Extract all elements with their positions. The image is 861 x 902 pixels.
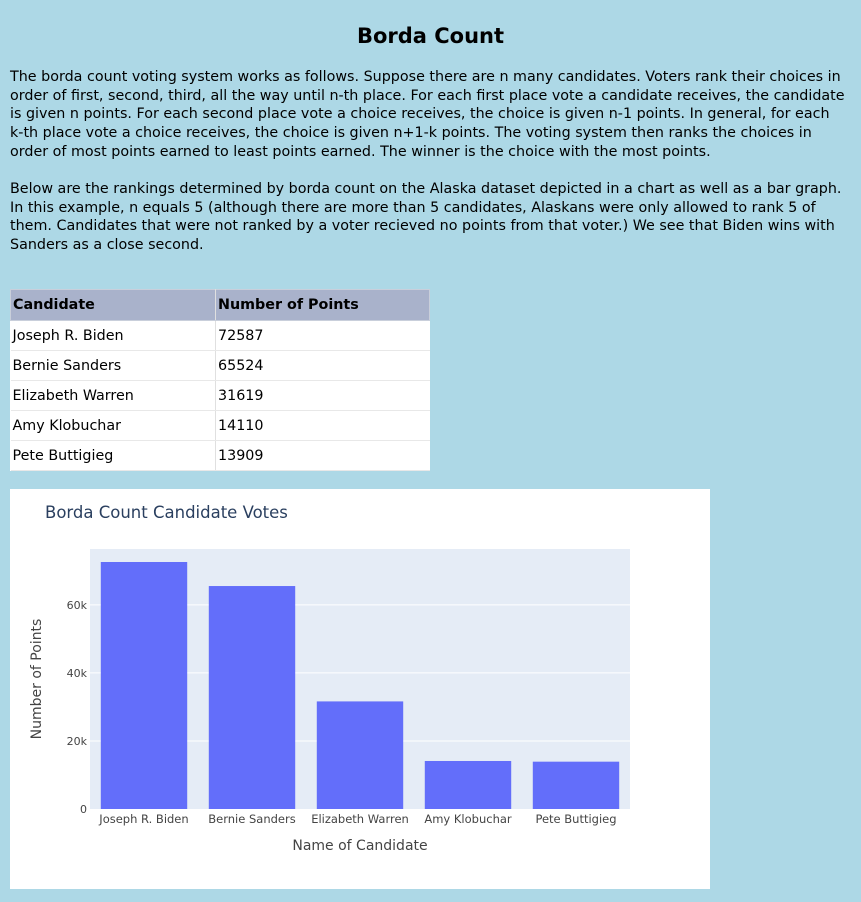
bar[interactable]: [317, 701, 403, 809]
candidate-points: 14110: [216, 411, 430, 441]
header-points: Number of Points: [216, 290, 430, 321]
candidate-points: 13909: [216, 441, 430, 471]
candidate-name: Pete Buttigieg: [11, 441, 216, 471]
candidate-name: Joseph R. Biden: [11, 321, 216, 351]
y-tick-label: 0: [80, 803, 87, 816]
x-tick-label: Joseph R. Biden: [99, 812, 189, 826]
bar[interactable]: [533, 762, 619, 809]
bar[interactable]: [209, 586, 295, 809]
results-paragraph: Below are the rankings determined by borda count on the Alaska dataset depicted in a chart as well as a bar graph. In this example, n equals 5 (although there are more than 5 candidates, Alaskans were only allowed to rank 5 of them. Candidates that were not ranked by a voter recieved no points from that voter.) We see that Biden wins with Sanders as a close second.: [10, 181, 842, 254]
candidate-name: Elizabeth Warren: [11, 381, 216, 411]
chart-svg[interactable]: [10, 489, 710, 889]
table-row: [11, 321, 430, 351]
header-candidate: Candidate: [11, 290, 216, 321]
x-axis-title: Name of Candidate: [292, 838, 428, 854]
table-row: [11, 441, 430, 471]
bar[interactable]: [101, 562, 187, 809]
table-row: [11, 411, 430, 441]
x-tick-label: Elizabeth Warren: [311, 812, 409, 826]
x-tick-label: Pete Buttigieg: [535, 812, 617, 826]
y-tick-label: 60k: [66, 598, 87, 612]
y-tick-label: 40k: [66, 666, 87, 680]
page-title: Borda Count: [356, 24, 505, 48]
candidate-points: 65524: [216, 351, 430, 381]
bar[interactable]: [425, 761, 511, 809]
table-row: [11, 381, 430, 411]
intro-paragraph: The borda count voting system works as follows. Suppose there are n many candidates. Voters rank their choices in order of first, second, third, all the way until n-th place. For each first place vote a candidate receives, the candidate is given n points. For each second place vote a choice receives, the choice is given n-1 points. In general, for each k-th place vote a choice receives, the choice is given n+1-k points. The voting system then ranks the choices in order of most points earned to least points earned. The winner is the choice with the most points.: [10, 69, 845, 160]
y-axis-title: Number of Points: [29, 618, 45, 740]
chart-title: Borda Count Candidate Votes: [45, 503, 288, 522]
results-table: [10, 289, 430, 471]
candidate-name: Bernie Sanders: [11, 351, 216, 381]
candidate-name: Amy Klobuchar: [11, 411, 216, 441]
x-tick-label: Amy Klobuchar: [424, 812, 512, 826]
bar-chart[interactable]: [10, 489, 710, 889]
table-header-row: [11, 290, 430, 321]
x-tick-label: Bernie Sanders: [208, 812, 296, 826]
candidate-points: 31619: [216, 381, 430, 411]
candidate-points: 72587: [216, 321, 430, 351]
table-row: [11, 351, 430, 381]
y-tick-label: 20k: [66, 734, 87, 748]
